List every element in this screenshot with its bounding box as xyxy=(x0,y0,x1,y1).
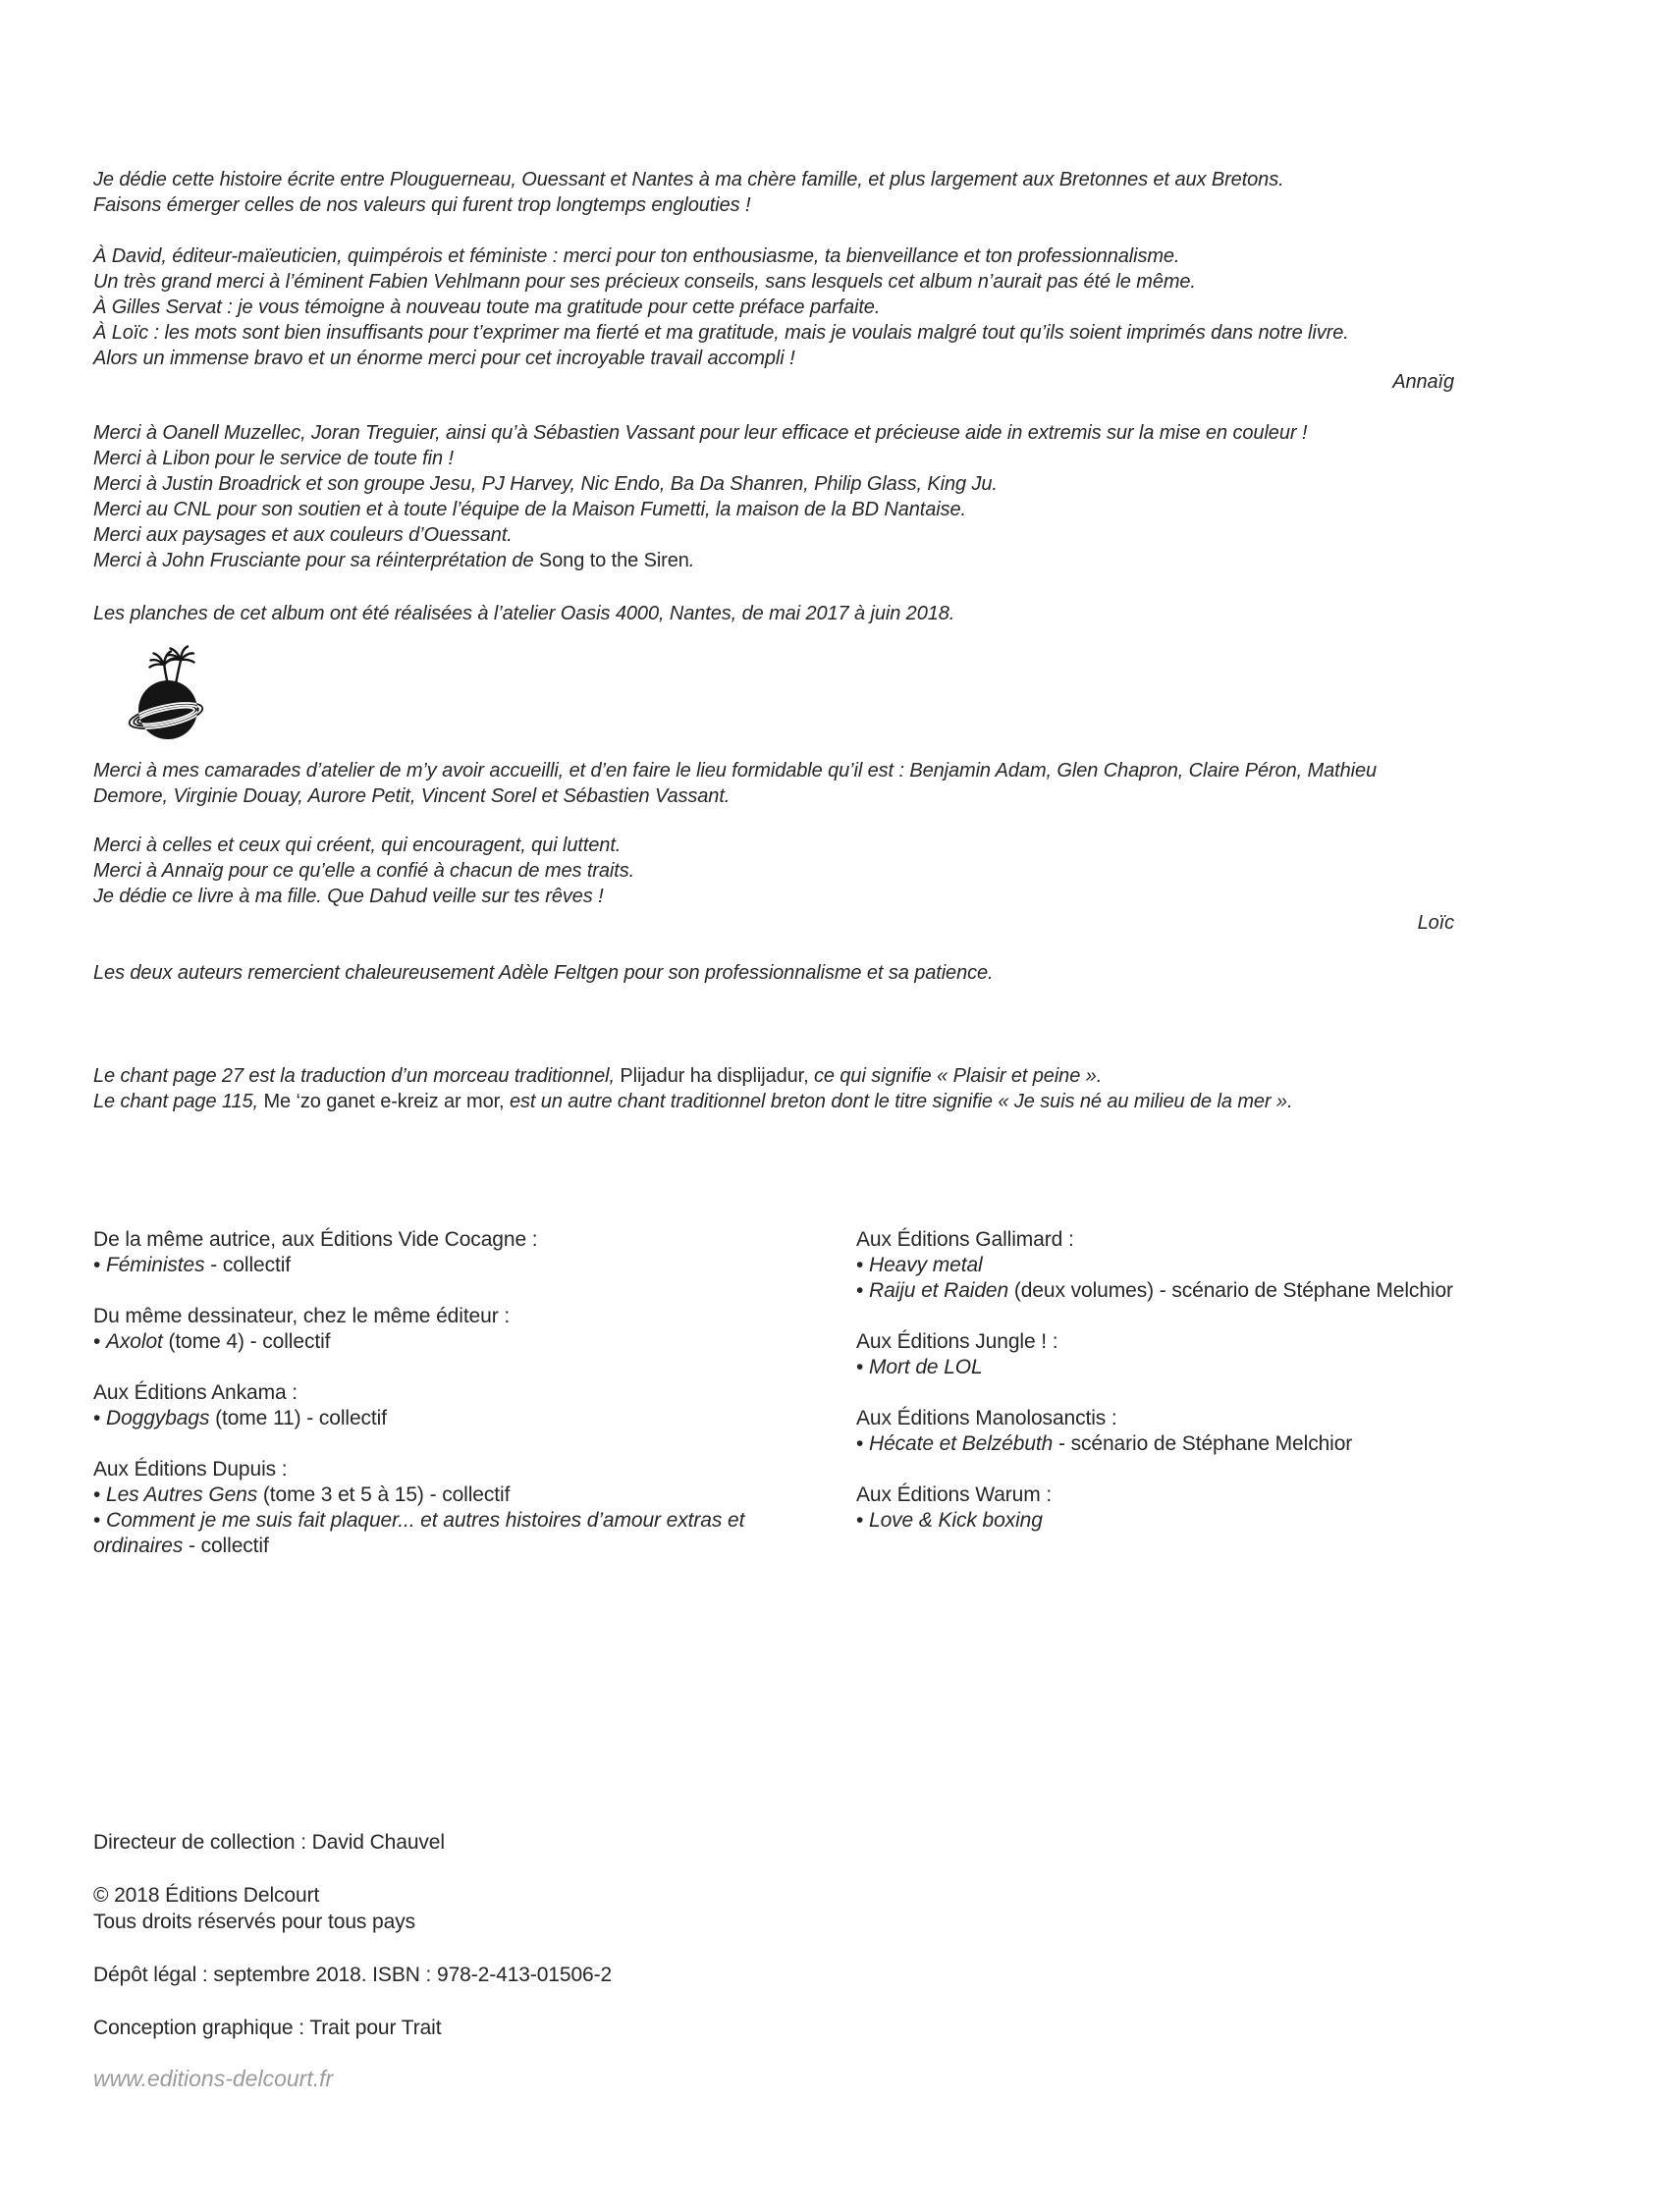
title-text: Doggybags xyxy=(106,1407,210,1429)
bibliography-group xyxy=(93,1380,781,1431)
text-segment: • xyxy=(856,1432,869,1455)
text-segment: (tome 11) - collectif xyxy=(209,1407,387,1429)
text-segment: • xyxy=(93,1509,106,1532)
text-line: Je dédie ce livre à ma fille. Que Dahud veille sur tes rêves ! xyxy=(93,886,604,907)
title-text: Mort de LOL xyxy=(869,1356,983,1378)
title-text: Raiju et Raiden xyxy=(869,1279,1009,1302)
planches-note xyxy=(93,601,1601,626)
thanks-loic-paragraph xyxy=(93,833,1601,909)
text-line: À Gilles Servat : je vous témoigne à nouveau toute ma gratitude pour cette préface parfaite. xyxy=(93,296,881,318)
text-segment: - collectif xyxy=(183,1535,269,1557)
text-line: Dépôt légal : septembre 2018. ISBN : 978-2-413-01506-2 xyxy=(93,1964,613,1986)
text-segment: • xyxy=(93,1254,106,1276)
title-text: Me ‘zo ganet e-kreiz ar mor, xyxy=(263,1091,505,1112)
text-segment: • xyxy=(856,1356,869,1378)
text-segment: • xyxy=(93,1483,106,1506)
text-line: Merci au CNL pour son soutien et à toute l’équipe de la Maison Fumetti, la maison de la BD Nantaise. xyxy=(93,499,967,520)
title-text: Les Autres Gens xyxy=(106,1483,258,1506)
chants-note xyxy=(93,1063,1601,1114)
title-text: Comment je me suis fait plaquer... et autres histoires d’amour extras et xyxy=(106,1509,745,1532)
text-segment: (tome 4) - collectif xyxy=(162,1330,331,1353)
title-text: Love & Kick boxing xyxy=(869,1509,1043,1532)
book-item xyxy=(856,1355,1544,1380)
text-line: Merci à Libon pour le service de toute fin ! xyxy=(93,448,454,469)
title-text: Song to the Siren xyxy=(538,550,689,571)
book-item xyxy=(93,1406,781,1431)
oasis-planet-palm-icon xyxy=(126,640,210,746)
publisher-header: Aux Éditions Gallimard : xyxy=(856,1228,1074,1251)
text-segment: ce qui signifie « Plaisir et peine ». xyxy=(808,1065,1103,1087)
text-line: Merci à celles et ceux qui créent, qui encouragent, qui luttent. xyxy=(93,835,622,856)
text-line xyxy=(93,1089,1601,1114)
book-item xyxy=(93,1253,781,1278)
colophon xyxy=(93,1829,1601,2041)
text-segment: • xyxy=(856,1509,869,1532)
bibliography-right-column xyxy=(856,1227,1544,1559)
bibliography-group xyxy=(856,1406,1544,1457)
text-line xyxy=(93,548,1601,573)
text-line: Je dédie cette histoire écrite entre Plouguerneau, Ouessant et Nantes à ma chère famille, et plus largement aux Bretonnes et aux Bretons. xyxy=(93,169,1284,190)
text-segment: • xyxy=(856,1279,869,1302)
bibliography-group xyxy=(93,1457,781,1559)
book-item xyxy=(856,1431,1544,1457)
text-line: Alors un immense bravo et un énorme merci pour cet incroyable travail accompli ! xyxy=(93,348,795,369)
title-text: Féministes xyxy=(106,1254,205,1276)
text-segment: (deux volumes) - scénario de Stéphane Melchior xyxy=(1008,1279,1453,1302)
title-text: Axolot xyxy=(106,1330,163,1353)
title-text: ordinaires xyxy=(93,1535,184,1557)
title-text: Hécate et Belzébuth xyxy=(869,1432,1054,1455)
book-item xyxy=(93,1482,781,1508)
publisher-url: www.editions-delcourt.fr xyxy=(93,2066,334,2091)
text-segment: - scénario de Stéphane Melchior xyxy=(1053,1432,1353,1455)
thanks-annaig-paragraph xyxy=(93,243,1601,371)
text-segment: Le chant page 27 est la traduction d’un morceau traditionnel, xyxy=(93,1065,621,1087)
bibliography-group xyxy=(856,1329,1544,1380)
text-line: À Loïc : les mots sont bien insuffisants pour t’exprimer ma fierté et ma gratitude, mais je voulais malgré tout qu’ils soient imprimés dans notre livre. xyxy=(93,322,1349,344)
text-line xyxy=(93,1935,1601,1962)
text-line xyxy=(93,1063,1601,1089)
text-line: Faisons émerger celles de nos valeurs qui furent trop longtemps englouties ! xyxy=(93,194,751,216)
text-segment: • xyxy=(856,1254,869,1276)
book-item xyxy=(93,1534,781,1559)
title-text: Heavy metal xyxy=(869,1254,983,1276)
text-line: Merci à mes camarades d’atelier de m’y avoir accueilli, et d’en faire le lieu formidable qu’il est : Benjamin Adam, Glen Chapron, Claire Péron, Mathieu xyxy=(93,760,1377,781)
publisher-header: Aux Éditions Warum : xyxy=(856,1483,1053,1506)
publisher-header: Du même dessinateur, chez le même éditeur : xyxy=(93,1305,511,1327)
book-item xyxy=(856,1278,1544,1304)
text-segment: (tome 3 et 5 à 15) - collectif xyxy=(257,1483,511,1506)
text-line: Conception graphique : Trait pour Trait xyxy=(93,2017,442,2039)
text-line: À David, éditeur-maïeuticien, quimpérois et féministe : merci pour ton enthousiasme, ta bienveillance et ton professionnalisme. xyxy=(93,245,1180,267)
text-segment: est un autre chant traditionnel breton dont le titre signifie « Je suis né au milieu de la mer ». xyxy=(504,1091,1293,1112)
bibliography-group xyxy=(856,1482,1544,1534)
text-line xyxy=(93,1988,1601,2015)
text-line: Merci à Justin Broadrick et son groupe Jesu, PJ Harvey, Nic Endo, Ba Da Shanren, Philip Glass, King Ju. xyxy=(93,473,998,495)
publisher-header: Aux Éditions Dupuis : xyxy=(93,1458,288,1481)
colour-thanks-paragraph xyxy=(93,420,1601,573)
text-line xyxy=(93,1856,1601,1882)
text-segment: Le chant page 115, xyxy=(93,1091,264,1112)
text-line: Un très grand merci à l’éminent Fabien Vehlmann pour ses précieux conseils, sans lesquels cet album n’aurait pas été le même. xyxy=(93,271,1196,293)
text-segment: Merci à John Frusciante pour sa réinterprétation de xyxy=(93,550,539,571)
book-item xyxy=(856,1253,1544,1278)
signature-annaig: Annaïg xyxy=(1392,371,1454,393)
text-segment: - collectif xyxy=(204,1254,292,1276)
text-line: Demore, Virginie Douay, Aurore Petit, Vincent Sorel et Sébastien Vassant. xyxy=(93,785,731,807)
bibliography-left-column xyxy=(93,1227,781,1585)
text-segment: • xyxy=(93,1407,106,1429)
text-line: © 2018 Éditions Delcourt xyxy=(93,1884,320,1907)
book-item xyxy=(93,1329,781,1355)
publisher-header: Aux Éditions Ankama : xyxy=(93,1381,298,1404)
title-text: Plijadur ha displijadur, xyxy=(620,1065,809,1087)
bibliography-group xyxy=(93,1227,781,1278)
bibliography-group xyxy=(856,1227,1544,1304)
signature-loic: Loïc xyxy=(1417,912,1454,934)
bibliography-group xyxy=(93,1304,781,1355)
book-item xyxy=(856,1508,1544,1534)
text-line: Les deux auteurs remercient chaleureusement Adèle Feltgen pour son professionnalisme et sa patience. xyxy=(93,962,994,984)
text-segment: . xyxy=(688,550,695,571)
text-line: Tous droits réservés pour tous pays xyxy=(93,1911,415,1933)
camarades-paragraph xyxy=(93,758,1601,809)
publisher-header: De la même autrice, aux Éditions Vide Cocagne : xyxy=(93,1228,538,1251)
book-item xyxy=(93,1508,781,1534)
joint-thanks-paragraph xyxy=(93,960,1601,986)
publisher-header: Aux Éditions Jungle ! : xyxy=(856,1330,1058,1353)
text-line: Merci à Annaïg pour ce qu’elle a confié à chacun de mes traits. xyxy=(93,860,635,882)
dedication-paragraph xyxy=(93,167,1601,218)
publisher-header: Aux Éditions Manolosanctis : xyxy=(856,1407,1117,1429)
text-segment: • xyxy=(93,1330,106,1353)
text-line: Merci à Oanell Muzellec, Joran Treguier, ainsi qu’à Sébastien Vassant pour leur efficace et précieuse aide in extremis sur la mise en couleur ! xyxy=(93,422,1308,444)
text-line: Merci aux paysages et aux couleurs d’Ouessant. xyxy=(93,524,513,546)
text-line: Directeur de collection : David Chauvel xyxy=(93,1831,445,1854)
text-line: Les planches de cet album ont été réalisées à l’atelier Oasis 4000, Nantes, de mai 2017 à juin 2018. xyxy=(93,603,955,624)
